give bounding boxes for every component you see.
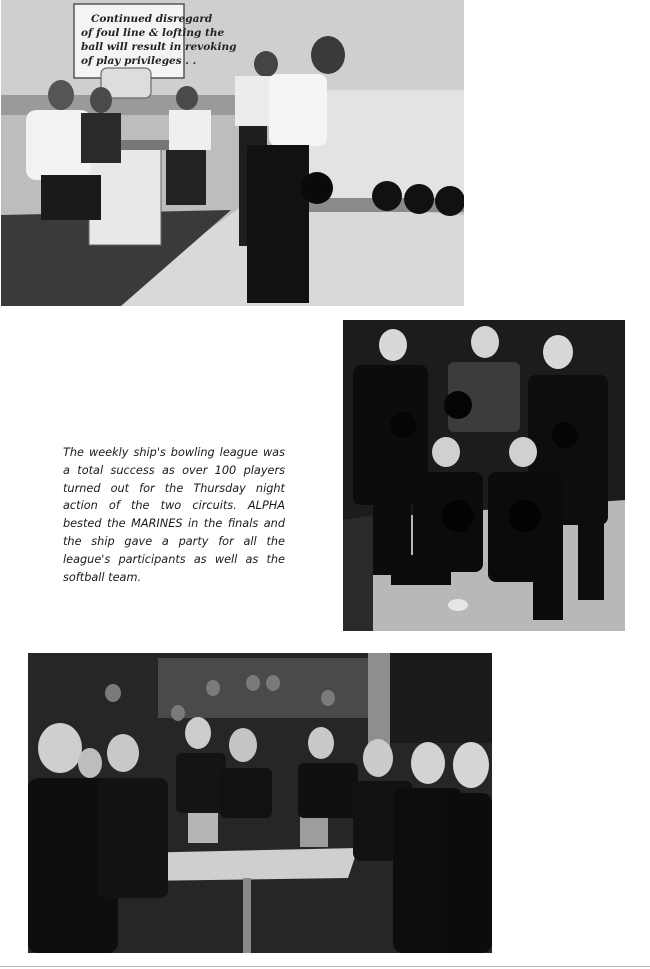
sign-line-2: of foul line & lofting the: [81, 27, 225, 39]
bowling-team-scene: [343, 320, 625, 631]
bowling-alley-scene: [1, 0, 464, 306]
photo-bowling-alley: [1, 0, 464, 306]
sign-line-4: of play privileges . .: [81, 55, 197, 67]
sign-line-1: Continued disregard: [91, 13, 213, 25]
photo-bowling-team: [343, 320, 625, 631]
page-bottom-rule: [0, 966, 650, 967]
photo-league-party: [28, 653, 492, 953]
sign-line-3: ball will result in revoking: [81, 41, 237, 53]
league-party-scene: [28, 653, 492, 953]
caption-text: The weekly ship's bowling league was a total success as over 100 players turned out for the Thursday night action of the two circuits. ALPHA bested the MARINES in the finals and the ship gave a party for all the league's participants as well as the softball team.: [63, 446, 285, 584]
